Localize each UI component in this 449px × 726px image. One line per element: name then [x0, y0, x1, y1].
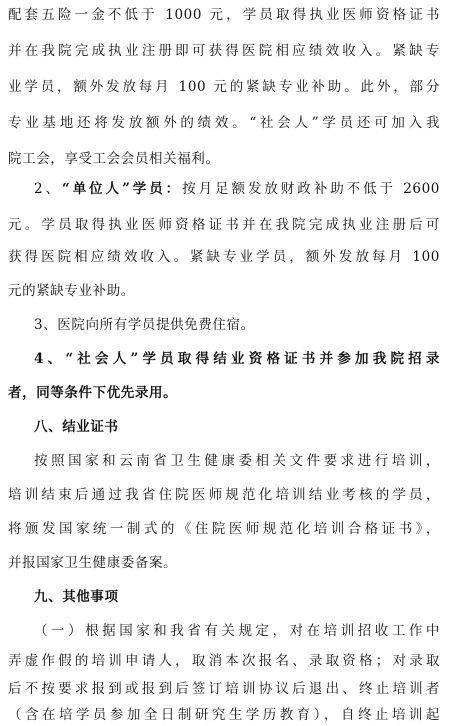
text-line: 后不按要求报到或报到后签订培训协议后退出、终止培训者 — [8, 681, 440, 697]
text-line: （含在培学员参加全日制研究生学历教育），自终止培训起 — [8, 707, 440, 723]
text-line-item-4 — [8, 348, 440, 370]
text-line: 业学员，额外发放每月 100 元的紧缺专业补助。此外，部分 — [8, 79, 440, 95]
text-line: 专业基地还将发放额外的绩效。“社会人”学员还可加入我 — [8, 115, 440, 131]
text-line: 弄虚作假的培训申请人，取消本次报名、录取资格；对录取 — [8, 653, 440, 669]
text-line: 元。学员取得执业医师资格证书并在我院完成执业注册后可 — [8, 217, 440, 233]
text-line: 者，同等条件下优先录用。 — [8, 385, 178, 401]
text-line: 元的紧缺专业补助。 — [8, 283, 135, 299]
text-line-item-2 — [8, 178, 440, 200]
bold-lead: “社会人”学员取得结业资格证书并参加我院招录 — [65, 351, 440, 367]
text-line: 3、医院向所有学员提供免费住宿。 — [34, 317, 255, 333]
text-line: 培训结束后通过我省住院医师规范化培训结业考核的学员， — [8, 487, 440, 503]
text-line: 配套五险一金不低于 1000 元，学员取得执业医师资格证书 — [8, 7, 440, 23]
bold-lead: “单位人”学员： — [62, 181, 183, 197]
text-line: 按照国家和云南省卫生健康委相关文件要求进行培训， — [34, 453, 440, 469]
text-line: 将颁发国家统一制式的《住院医师规范化培训合格证书》， — [8, 521, 440, 537]
text-line: 获得医院相应绩效收入。紧缺专业学员，额外发放每月 100 — [8, 249, 440, 265]
text-line: （一）根据国家和我省有关规定，对在培训招收工作中 — [34, 623, 440, 639]
item-number: 2、 — [34, 181, 62, 197]
item-text: 按月足额发放财政补助不低于 2600 — [182, 181, 440, 197]
text-line: 并在我院完成执业注册即可获得医院相应绩效收入。紧缺专 — [8, 43, 440, 59]
text-line: 院工会，享受工会会员相关福利。 — [8, 151, 220, 167]
item-number: 4、 — [34, 351, 66, 367]
text-line: 并报国家卫生健康委备案。 — [8, 555, 178, 571]
section-heading-8: 八、结业证书 — [34, 419, 119, 435]
section-heading-9: 九、其他事项 — [34, 589, 119, 605]
